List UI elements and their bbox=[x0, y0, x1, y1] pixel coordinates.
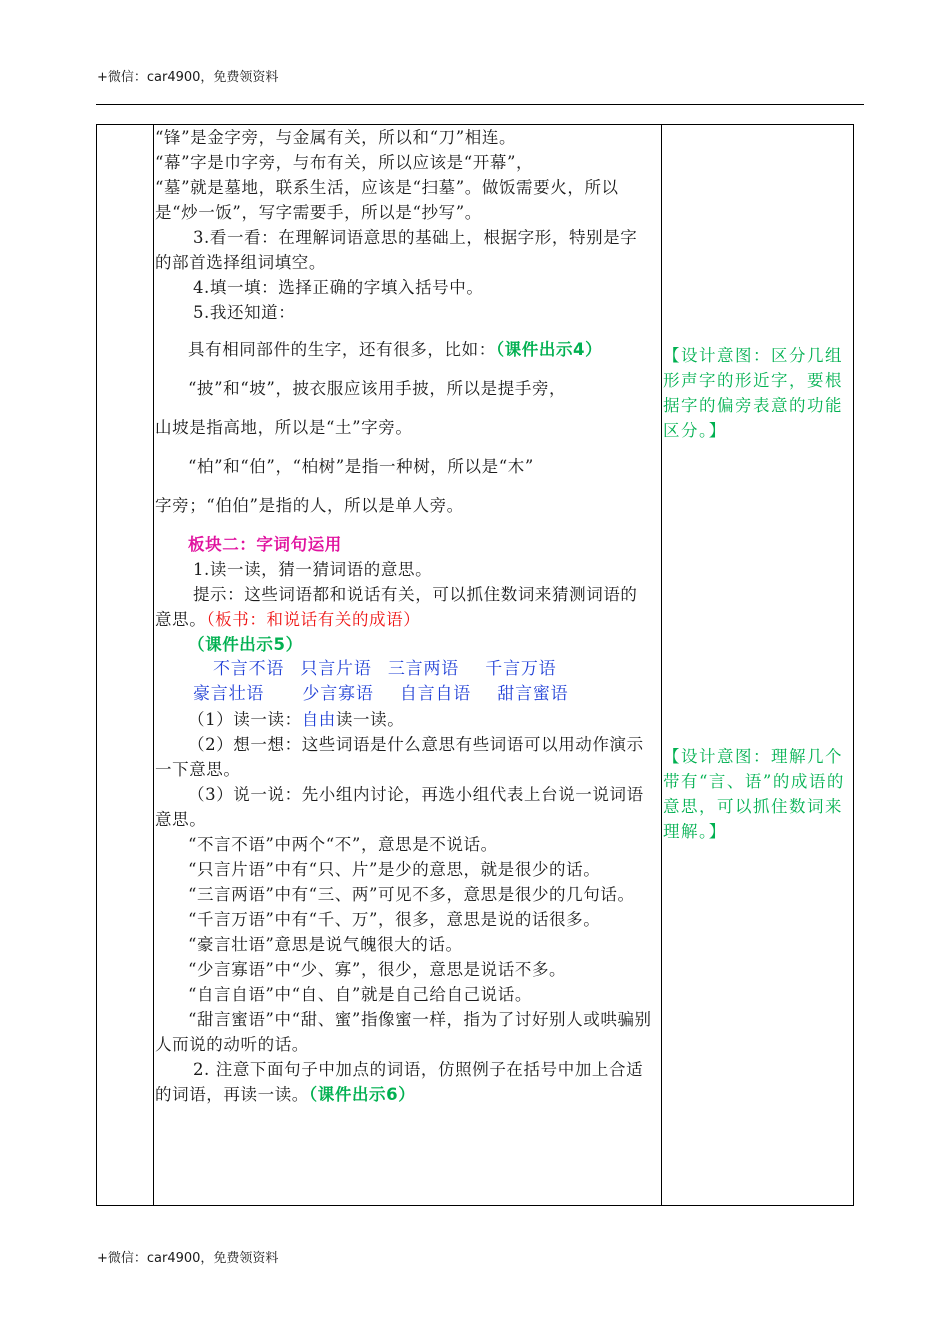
explanation: “少言寡语”中“少、寡”，很少，意思是说话不多。 bbox=[188, 960, 567, 979]
step-c3: （3）说一说：先小组内讨论，再选小组代表上台说一说词语意思。 bbox=[155, 785, 644, 829]
text-line: “锋”是金字旁，与金属有关，所以和“刀”相连。 bbox=[155, 128, 517, 147]
explanation: “千言万语”中有“千、万”，很多，意思是说的话很多。 bbox=[188, 910, 601, 929]
hint-paragraph bbox=[155, 582, 653, 632]
text-line: “墓”就是墓地，联系生活，应该是“扫墓”。做饭需要火，所以是“炒一饭”，写字需要手，所以是“抄写”。 bbox=[155, 178, 619, 222]
step-b1: 1.读一读，猜一猜词语的意思。 bbox=[192, 560, 433, 579]
text-line: “披”和“坡”，披衣服应该用手披，所以是提手旁， bbox=[188, 379, 567, 398]
step-5: 5.我还知道： bbox=[192, 303, 296, 322]
idiom: 不言不语 bbox=[213, 659, 285, 679]
courseware-tag-4: （课件出示4） bbox=[495, 340, 603, 359]
step-3: 3.看一看：在理解词语意思的基础上，根据字形，特别是字的部首选择组词填空。 bbox=[155, 228, 638, 272]
courseware-tag-6: （课件出示6） bbox=[308, 1085, 416, 1104]
paragraph-same-parts bbox=[155, 337, 653, 362]
explanation: “自言自语”中“自、自”就是自己给自己说话。 bbox=[188, 985, 532, 1004]
idiom-row-2 bbox=[155, 682, 653, 707]
idiom: 千言万语 bbox=[485, 659, 557, 679]
text-line: 山坡是指高地，所以是“土”字旁。 bbox=[155, 418, 413, 437]
text: 提示：这些词语都和说话有关，可以抓住数词来猜测词语的意思。 bbox=[155, 585, 638, 629]
table-column-divider-1 bbox=[153, 125, 154, 1205]
explanation: “只言片语”中有“只、片”是少的意思，就是很少的话。 bbox=[188, 860, 601, 879]
text-line: “幕”字是巾字旁，与布有关，所以应该是“开幕”， bbox=[155, 153, 534, 172]
idiom: 只言片语 bbox=[300, 659, 372, 679]
design-intent-note-2: 【设计意图：理解几个带有“言、语”的成语的意思，可以抓住数词来理解。】 bbox=[663, 747, 845, 841]
step-f1 bbox=[155, 1057, 653, 1107]
explanation: “豪言壮语”意思是说气魄很大的话。 bbox=[188, 935, 463, 954]
highlight-word: 自由 bbox=[301, 710, 336, 729]
text-line: “柏”和“伯”，“柏树”是指一种树，所以是“木” bbox=[188, 457, 534, 476]
step-c1 bbox=[155, 707, 653, 732]
teaching-process-cell bbox=[155, 125, 653, 1107]
section-2-heading: 板块二：字词句运用 bbox=[188, 535, 342, 554]
idiom: 三言两语 bbox=[387, 659, 460, 679]
idiom: 自言自语 bbox=[399, 684, 472, 704]
idiom: 少言寡语 bbox=[302, 684, 374, 704]
explanation: “甜言蜜语”中“甜、蜜”指像蜜一样，指为了讨好别人或哄骗别人而说的动听的话。 bbox=[155, 1010, 652, 1054]
step-4: 4.填一填：选择正确的字填入括号中。 bbox=[192, 278, 484, 297]
text: 读一读。 bbox=[335, 710, 405, 729]
board-note: （板书：和说话有关的成语） bbox=[206, 610, 421, 629]
page-footer: +微信：car4900，免费领资料 bbox=[97, 1251, 279, 1266]
text: 具有相同部件的生字，还有很多，比如： bbox=[188, 340, 496, 359]
table-column-divider-2 bbox=[661, 125, 662, 1205]
text: 2. 注意下面句子中加点的词语，仿照例子在括号中加上合适的词语，再读一读。 bbox=[155, 1060, 644, 1104]
idiom-row-1 bbox=[155, 657, 653, 682]
header-divider bbox=[96, 104, 864, 105]
idiom: 甜言蜜语 bbox=[497, 684, 569, 704]
explanation: “三言两语”中有“三、两”可见不多，意思是很少的几句话。 bbox=[188, 885, 635, 904]
design-intent-note-1: 【设计意图：区分几组形声字的形近字，要根据字的偏旁表意的功能区分。】 bbox=[663, 346, 843, 440]
explanation: “不言不语”中两个“不”，意思是不说话。 bbox=[188, 835, 498, 854]
text-line: 字旁；“伯伯”是指的人，所以是单人旁。 bbox=[155, 496, 464, 515]
lesson-table bbox=[96, 124, 854, 1206]
page-header: +微信：car4900，免费领资料 bbox=[97, 70, 279, 85]
courseware-tag-5: （课件出示5） bbox=[188, 635, 303, 654]
text: （1）读一读： bbox=[188, 710, 302, 729]
step-c2: （2）想一想：这些词语是什么意思有些词语可以用动作演示一下意思。 bbox=[155, 735, 644, 779]
idiom: 豪言壮语 bbox=[193, 684, 265, 704]
